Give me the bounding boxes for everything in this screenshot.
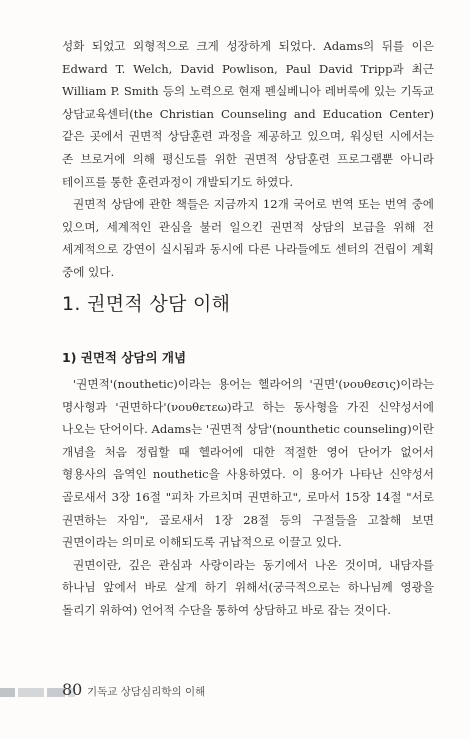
footer-bar [0,688,15,697]
footer-bar [18,688,44,697]
intro-text-block [62,35,434,284]
body-text-block [62,373,434,622]
subsection-title: 1) 권면적 상담의 개념 [62,350,187,365]
body-paragraph-1: '권면적'(nouthetic)이라는 용어는 헬라어의 '권면'(νουθεσις)이라는 명사형과 '권면하다'(νουθετεω)라고 하는 동사형을 가진 신약성서에 나오는 단어이다. Adams는 '권면적 상담'(nounthetic counseling)이란 개념을 처음 정립할 때 헬라어에 대한 적절한 영어 단어가 없어서 형용사의 음역인 nouthetic을 사용하였다. 이 용어가 나타난 신약성서 골로새서 3장 16절 "피차 가르치며 권면하고", 로마서 15장 14절 "서로 권면하는 자임", 골로새서 1장 28절 등의 구절들을 고찰해 보면 권면이라는 의미로 이해되도록 귀납적으로 이끌고 있다. [62,377,434,550]
page-number: 80 [62,680,83,699]
intro-paragraph-2: 권면적 상담에 관한 책들은 지금까지 12개 국어로 번역 또는 번역 중에 있으며, 세계적인 관심을 불러 일으킨 권면적 상담의 보급을 위해 전 세계적으로 강연이 실시됨과 동시에 다른 나라들에도 센터의 건립이 계획 중에 있다. [62,197,434,279]
body-paragraph-2: 권면이란, 깊은 관심과 사랑이라는 동기에서 나온 것이며, 내담자를 하나님 앞에서 바로 살게 하기 위해서(궁극적으로는 하나님께 영광을 돌리기 위하여) 언어적 수단을 통하여 상담하고 바로 잡는 것이다. [62,557,434,617]
section-title: 1. 권면적 상담 이해 [62,293,231,315]
page-footer [0,680,470,704]
running-head: 기독교 상담심리학의 이해 [87,686,206,698]
intro-paragraph-1: 성화 되었고 외형적으로 크게 성장하게 되었다. Adams의 뒤를 이은 Edward T. Welch, David Powlison, Paul David Tripp과 최근 William P. Smith 등의 노력으로 현재 펜실베니아 레버룩에 있는 기독교 상담교육센터(the Christian Counseling and Education Center)같은 곳에서 권면적 상담훈련 과정을 제공하고 있으며, 워싱턴 시에서는 존 브로거에 의해 평신도를 위한 권면적 상담훈련 프로그램뿐 아니라 테이프를 통한 훈련과정이 개발되기도 하였다. [62,39,434,189]
